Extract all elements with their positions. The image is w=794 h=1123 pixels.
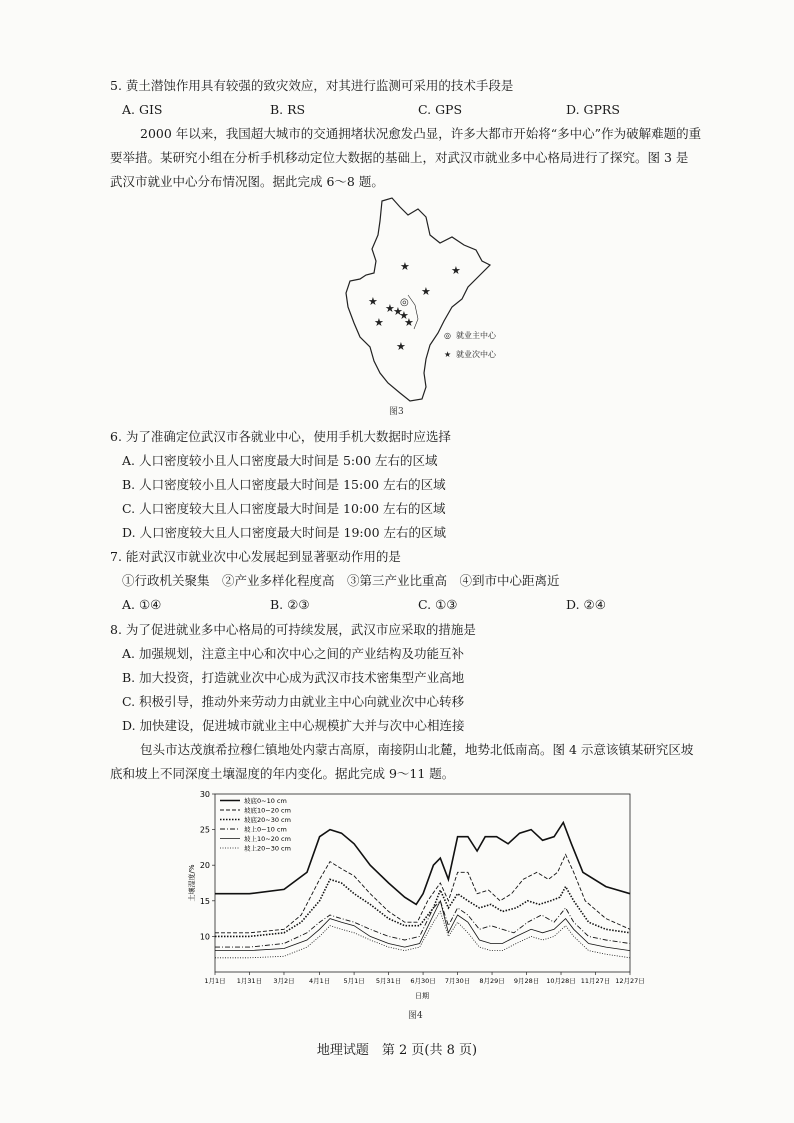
q5-stem: 5. 黄土潜蚀作用具有较强的致灾效应，对其进行监测可采用的技术手段是 — [110, 78, 514, 93]
q7-items: ①行政机关聚集 ②产业多样化程度高 ③第三产业比重高 ④到市中心距离近 — [122, 573, 560, 588]
q5-option-b: B. RS — [270, 102, 306, 117]
series-line-5 — [215, 912, 630, 958]
y-tick-label: 15 — [199, 896, 210, 906]
legend-sub-label: 就业次中心 — [456, 350, 496, 359]
passage1-line-3: 武汉市就业中心分布情况图。据此完成 6～8 题。 — [110, 174, 384, 189]
x-tick-label: 6月30日 — [410, 977, 436, 985]
q7-stem: 7. 能对武汉市就业次中心发展起到显著驱动作用的是 — [110, 549, 401, 564]
q8-option-b: B. 加大投资，打造就业次中心成为武汉市技术密集型产业高地 — [122, 670, 465, 685]
sub-center-3: ★ — [421, 285, 431, 298]
passage2-line-2: 底和坡上不同深度土壤湿度的年内变化。据此完成 9～11 题。 — [110, 766, 455, 781]
legend-sub-symbol: ★ — [444, 350, 452, 359]
q7-option-c: C. ①③ — [418, 597, 458, 612]
sub-center-5: ★ — [385, 302, 395, 315]
series-line-2 — [215, 879, 630, 936]
passage1-line-1: 2000 年以来，我国超大城市的交通拥堵状况愈发凸显，许多大都市开始将“多中心”作为破解难题的重 — [140, 126, 702, 141]
x-tick-label: 5月1日 — [343, 977, 365, 985]
page-footer: 地理试题 第 2 页(共 8 页) — [316, 1043, 478, 1058]
main-center: ◎ — [400, 297, 409, 308]
legend-label-0: 坡底0~10 cm — [244, 797, 287, 805]
x-tick-label: 12月27日 — [615, 977, 645, 985]
q6-stem: 6. 为了准确定位武汉市各就业中心，使用手机大数据时应选择 — [110, 429, 451, 444]
y-axis-label: 土壤湿度/% — [188, 864, 196, 902]
passage1-line-2: 要举措。某研究小组在分析手机移动定位大数据的基础上，对武汉市就业多中心格局进行了探究。图 3 是 — [110, 150, 689, 165]
q8-option-d: D. 加快建设，促进城市就业主中心规模扩大并与次中心相连接 — [122, 718, 465, 733]
x-tick-label: 1月1日 — [204, 977, 226, 985]
series-line-3 — [215, 901, 630, 947]
q5-option-a: A. GIS — [122, 102, 163, 117]
q6-option-c: C. 人口密度较大且人口密度最大时间是 10:00 左右的区域 — [122, 501, 446, 516]
sub-center-4: ★ — [368, 295, 378, 308]
q8-stem: 8. 为了促进就业多中心格局的可持续发展，武汉市应采取的措施是 — [110, 622, 476, 637]
sub-center-2: ★ — [451, 264, 461, 277]
x-tick-label: 8月29日 — [479, 977, 505, 985]
legend-label-1: 坡底10~20 cm — [244, 806, 291, 815]
figure-3-caption: 图3 — [389, 407, 404, 417]
y-tick-label: 25 — [199, 825, 210, 835]
series-line-4 — [215, 901, 630, 951]
q5-options — [122, 102, 682, 117]
x-tick-label: 11月27日 — [580, 977, 611, 985]
sub-center-1: ★ — [400, 260, 410, 273]
soil-moisture-chart — [180, 786, 645, 1006]
x-axis-label: 日期 — [415, 992, 429, 1000]
q5-option-d: D. GPRS — [566, 102, 620, 117]
legend-label-5: 坡上20~30 cm — [244, 844, 291, 853]
q6-option-d: D. 人口密度较大且人口密度最大时间是 19:00 左右的区域 — [122, 525, 446, 540]
q7-options — [122, 597, 682, 612]
y-tick-label: 20 — [199, 861, 210, 871]
sub-center-7: ★ — [399, 309, 409, 322]
q8-option-c: C. 积极引导，推动外来劳动力由就业主中心向就业次中心转移 — [122, 694, 465, 709]
sub-center-9: ★ — [404, 316, 414, 329]
x-tick-label: 10月28日 — [546, 977, 576, 985]
q6-option-a: A. 人口密度较小且人口密度最大时间是 5:00 左右的区域 — [122, 453, 438, 468]
x-tick-label: 9月28日 — [513, 977, 540, 985]
x-tick-label: 5月31日 — [375, 977, 402, 985]
y-tick-label: 10 — [199, 932, 210, 942]
legend-label-4: 坡上10~20 cm — [244, 835, 291, 843]
x-tick-label: 1月31日 — [236, 977, 263, 985]
x-tick-label: 4月1日 — [308, 977, 331, 985]
legend-label-3: 坡上0~10 cm — [244, 825, 287, 834]
legend-main-label: 就业主中心 — [456, 331, 496, 340]
figure-4-caption: 图4 — [408, 1011, 423, 1021]
q7-option-d: D. ②④ — [566, 597, 606, 612]
q6-option-b: B. 人口密度较小且人口密度最大时间是 15:00 左右的区域 — [122, 477, 446, 492]
sub-center-6: ★ — [393, 305, 403, 318]
legend-label-2: 坡底20~30 cm — [244, 816, 291, 824]
y-tick-label: 30 — [199, 790, 210, 799]
x-tick-label: 7月30日 — [444, 977, 471, 985]
q7-option-b: B. ②③ — [270, 597, 310, 612]
q5-option-c: C. GPS — [418, 102, 463, 117]
x-tick-label: 3月2日 — [273, 977, 295, 985]
sub-center-8: ★ — [374, 316, 384, 329]
wuhan-employment-map — [330, 195, 530, 420]
q7-option-a: A. ①④ — [122, 597, 162, 612]
legend-main-symbol: ◎ — [444, 331, 451, 340]
sub-center-10: ★ — [396, 340, 406, 353]
q8-option-a: A. 加强规划，注意主中心和次中心之间的产业结构及功能互补 — [122, 646, 464, 661]
passage2-line-1: 包头市达茂旗希拉穆仁镇地处内蒙古高原，南接阴山北麓，地势北低南高。图 4 示意该镇某研究区坡 — [140, 742, 694, 757]
